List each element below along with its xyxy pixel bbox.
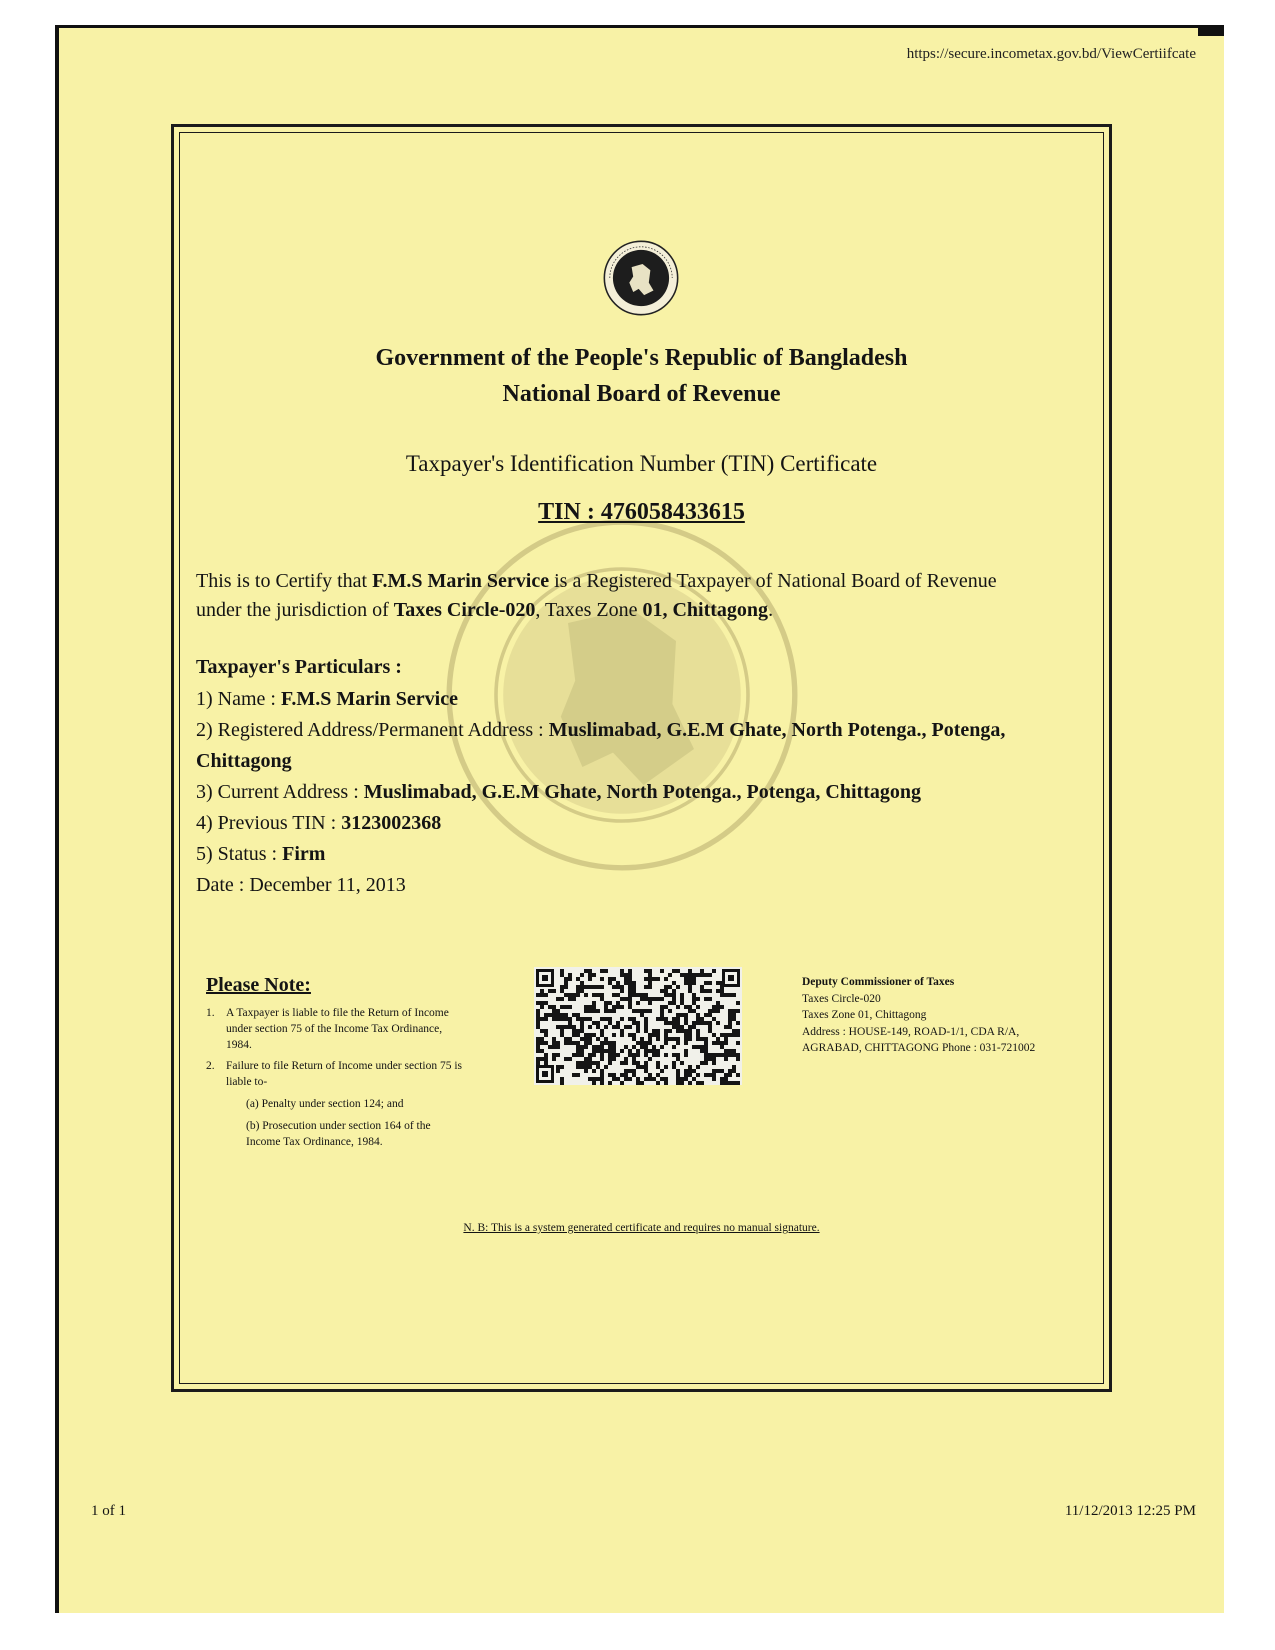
cert-prefix: This is to Certify that [196,570,368,592]
qr-code-icon [534,967,742,1085]
cert-zone: 01, Chittagong [642,599,769,621]
print-timestamp: 11/12/2013 12:25 PM [1064,1503,1196,1519]
name-label: 1) Name : [196,688,276,710]
particular-registered-address [196,715,1016,777]
please-note-section [206,974,466,1155]
note-item-2 [206,1058,466,1150]
note-item-2b: (b) Prosecution under section 164 of the Income Tax Ordinance, 1984. [246,1120,431,1148]
office-address: Address : HOUSE-149, ROAD-1/1, CDA R/A, AGRABAD, CHITTAGONG Phone : 031-721002 [802,1025,1036,1054]
note-item-1-text: A Taxpayer is liable to file the Return of Income under section 75 of the Income Tax Ordinance, 1984. [226,1007,449,1051]
previous-tin-value: 3123002368 [341,812,442,834]
cert-middle: is a Registered Taxpayer of National Board of Revenue under the jurisdiction of [196,570,997,621]
scan-edge [1198,28,1224,36]
page-url: https://secure.incometax.gov.bd/ViewCertiifcate [906,46,1196,62]
tin-number [174,499,1109,526]
issuing-office [802,974,1042,1057]
date-value: December 11, 2013 [249,874,406,896]
note-item-2-number: 2. [206,1060,215,1072]
note-item-1-number: 1. [206,1007,215,1019]
particular-current-address [196,777,1016,808]
note-item-1 [206,1005,466,1053]
certificate-title: Taxpayer's Identification Number (TIN) Certificate [405,451,878,476]
current-address-label: 3) Current Address : [196,781,359,803]
certificate-frame [171,124,1112,1392]
office-title: Deputy Commissioner of Taxes [802,976,955,988]
certification-paragraph [196,567,1006,625]
certificate-page [55,25,1224,1613]
previous-tin-label: 4) Previous TIN : [196,812,337,834]
government-emblem-icon [602,239,680,317]
cert-circle: Taxes Circle-020 [393,599,536,621]
office-zone: Taxes Zone 01, Chittagong [802,1009,927,1021]
date-label: Date : [196,874,245,896]
taxpayer-particulars [196,652,1016,901]
particular-name [196,684,1016,715]
note-item-2a: (a) Penalty under section 124; and [246,1098,404,1110]
note-title: Please Note: [206,974,311,996]
current-address-value: Muslimabad, G.E.M Ghate, North Potenga., Potenga, Chittagong [363,781,921,803]
cert-suffix: . [768,599,774,621]
cert-zone-prefix: , Taxes Zone [535,599,638,621]
status-value: Firm [282,843,326,865]
note-item-2-text: Failure to file Return of Income under section 75 is liable to- [226,1060,463,1088]
particular-previous-tin [196,808,1016,839]
system-generated-note: N. B: This is a system generated certificate and requires no manual signature. [463,1222,820,1234]
status-label: 5) Status : [196,843,278,865]
cert-taxpayer-name: F.M.S Marin Service [372,570,550,592]
particular-status [196,839,1016,870]
office-circle: Taxes Circle-020 [802,992,881,1005]
government-title: Government of the People's Republic of Bangladesh [375,345,908,371]
particulars-heading: Taxpayer's Particulars : [196,656,402,678]
reg-address-value: Muslimabad, G.E.M Ghate, North Potenga., Potenga, Chittagong [196,719,1006,772]
page-number: 1 of 1 [91,1503,126,1519]
particular-date [196,870,1016,901]
reg-address-label: 2) Registered Address/Permanent Address : [196,719,544,741]
tin-number-text: TIN : 476058433615 [538,499,745,525]
board-title: National Board of Revenue [502,381,781,407]
name-value: F.M.S Marin Service [280,688,458,710]
